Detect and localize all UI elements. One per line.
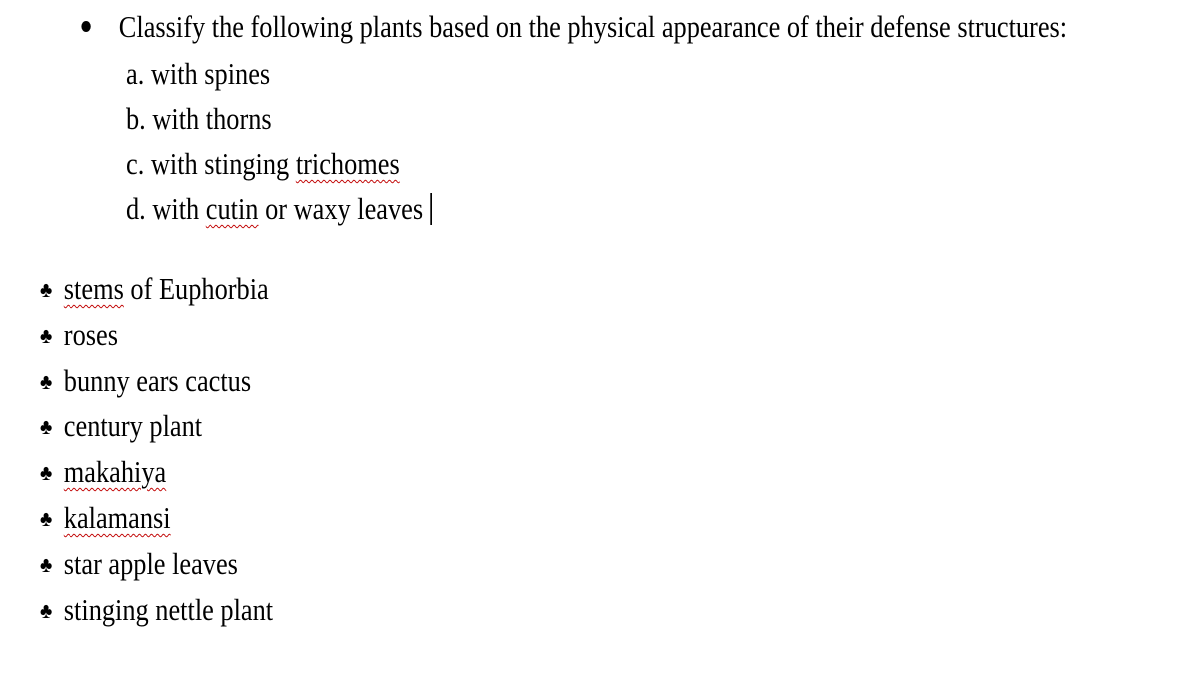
club-bullet-icon: ♣ (40, 368, 53, 394)
option-a (126, 51, 432, 96)
text-cursor (430, 193, 432, 225)
club-bullet-icon: ♣ (40, 414, 53, 440)
list-item-text: roses (63, 316, 118, 352)
club-bullet-icon: ♣ (40, 597, 53, 623)
list-item (40, 266, 273, 312)
club-bullet-icon: ♣ (40, 505, 53, 531)
club-bullet-icon: ♣ (40, 551, 53, 577)
list-item (40, 312, 273, 358)
list-item-text: century plant (63, 408, 203, 444)
question-prompt: Classify the following plants based on the physical appearance of their defense structures: (118, 9, 1068, 44)
option-d-prefix: d. with (126, 191, 206, 226)
list-item (40, 358, 273, 404)
club-bullet-icon: ♣ (40, 460, 53, 486)
option-b (126, 96, 432, 141)
list-item-spelled: kalamansi (63, 499, 171, 535)
list-item (40, 449, 273, 495)
option-list (126, 51, 486, 231)
list-item-text: stinging nettle plant (63, 591, 274, 627)
question-block (78, 4, 1188, 50)
list-item (40, 587, 273, 633)
list-item (40, 403, 273, 449)
option-b-prefix: b. with (126, 101, 206, 136)
option-d-rest: or waxy leaves (258, 191, 424, 226)
list-item-text: of Euphorbia (123, 271, 269, 306)
list-item-spelled: stems (63, 271, 124, 306)
list-item-text: bunny ears cactus (63, 362, 252, 398)
bullet-dot-icon (81, 21, 90, 32)
question-line (78, 4, 1068, 50)
list-item-text: star apple leaves (63, 545, 238, 581)
option-c-spelled: trichomes (295, 146, 400, 181)
option-c-prefix: c. with stinging (126, 146, 296, 181)
list-item (40, 541, 273, 587)
list-item (40, 495, 273, 541)
option-a-prefix: a. with (126, 56, 205, 91)
option-c (126, 141, 432, 186)
list-item-spelled: makahiya (63, 454, 167, 490)
option-d (126, 186, 432, 231)
club-bullet-icon: ♣ (40, 277, 53, 302)
option-b-rest: thorns (205, 101, 272, 136)
option-d-spelled: cutin (205, 191, 259, 226)
option-a-rest: spines (204, 56, 271, 91)
club-bullet-icon: ♣ (40, 322, 53, 348)
plant-list (40, 266, 314, 632)
